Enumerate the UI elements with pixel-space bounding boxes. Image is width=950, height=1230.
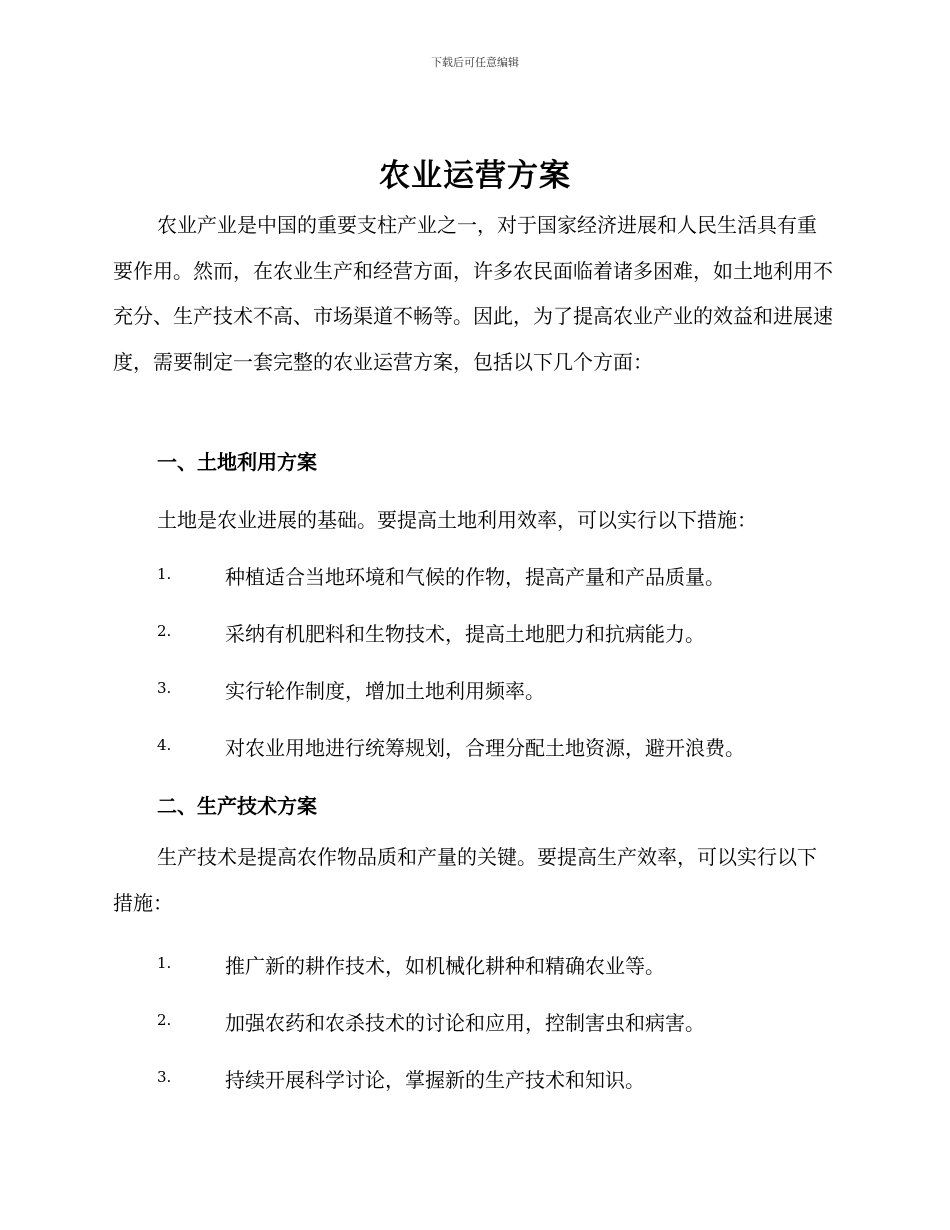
- list-number: 3.: [157, 679, 172, 697]
- section-heading-land-use: 一、土地利用方案: [157, 450, 317, 474]
- list-number: 1.: [157, 954, 172, 972]
- header-note: 下载后可任意编辑: [431, 56, 519, 69]
- list-number: 2.: [157, 622, 172, 640]
- section-lead-production-tech: 生产技术是提高农作物品质和产量的关键。要提高生产效率，可以实行以下措施：: [113, 845, 817, 915]
- document-title: 农业运营方案: [379, 158, 571, 194]
- list-number: 4.: [157, 736, 172, 754]
- list-text: 实行轮作制度，增加土地利用频率。: [225, 679, 545, 703]
- list-number: 1.: [157, 565, 172, 583]
- list-number: 3.: [157, 1068, 172, 1086]
- section-lead-land-use: 土地是农业进展的基础。要提高土地利用效率，可以实行以下措施：: [157, 508, 757, 532]
- list-text: 对农业用地进行统筹规划，合理分配土地资源，避开浪费。: [225, 736, 745, 760]
- list-text: 持续开展科学讨论，掌握新的生产技术和知识。: [225, 1068, 645, 1092]
- list-number: 2.: [157, 1011, 172, 1029]
- intro-paragraph: 农业产业是中国的重要支柱产业之一，对于国家经济进展和人民生活具有重要作用。然而，在农业生产和经营方面，许多农民面临着诸多困难，如土地利用不充分、生产技术不高、市场渠道不畅等。因此，为了提高农业产业的效益和进展速度，需要制定一套完整的农业运营方案，包括以下几个方面：: [113, 213, 833, 374]
- list-text: 种植适合当地环境和气候的作物，提高产量和产品质量。: [225, 565, 725, 589]
- section-heading-production-tech: 二、生产技术方案: [157, 794, 317, 818]
- list-text: 加强农药和农杀技术的讨论和应用，控制害虫和病害。: [225, 1011, 705, 1035]
- list-text: 推广新的耕作技术，如机械化耕种和精确农业等。: [225, 954, 665, 978]
- list-text: 采纳有机肥料和生物技术，提高土地肥力和抗病能力。: [225, 622, 705, 646]
